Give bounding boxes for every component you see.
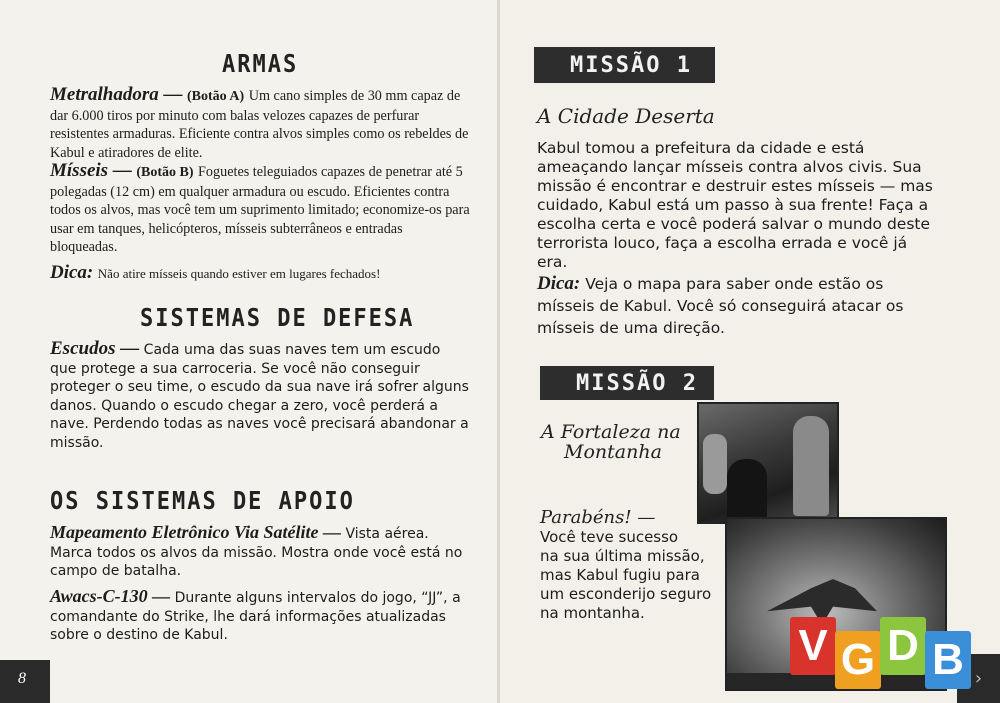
vgdb-watermark-logo [790,617,970,689]
metralhadora-paragraph [50,86,470,162]
dica-term: Dica: [50,262,94,283]
missao-2-text-line: mas Kabul fugiu para [540,566,700,584]
watermark-letter: V [790,617,836,675]
missao-2-text-line: Você teve sucesso [540,528,679,546]
parabens-label: Parabéns! — [540,507,656,528]
apoio-heading: OS SISTEMAS DE APOIO [50,487,355,516]
escudos-paragraph [50,340,470,452]
watermark-letter: G [835,631,881,689]
left-page [0,0,498,703]
missao-2-title-line-2: Montanha [564,441,662,463]
page-number: 8 [18,670,26,687]
defesa-heading: SISTEMAS DE DEFESA [140,304,415,333]
misseis-text: Foguetes teleguiados capazes de penetrar até 5 polegadas (12 cm) em qualquer armadura ou escudo. Eficientes contra todos os alvos, mas você tem um suprimento limitado; economize-os para usar em tanques, helicópteros, mísseis subterrâneos e entradas bloqueadas. [50,164,470,255]
botao-a-label: (Botão A) [187,89,245,104]
awacs-paragraph [50,587,470,645]
misseis-paragraph [50,162,470,257]
next-page-arrow: › [957,654,1000,703]
botao-b-label: (Botão B) [136,165,194,180]
missao-1-dica-term: Dica: [537,273,581,294]
missao-2-text [540,528,711,623]
missao-2-title-line-1: A Fortaleza na [541,421,681,443]
missao-1-dica [537,273,937,339]
mission-2-photo-characters [697,402,839,524]
awacs-term: Awacs-C-130 — [50,586,171,606]
photo-figure [793,416,829,516]
escudos-text: Cada uma das suas naves tem um escudo que protege a sua carroceria. Se você não conseguir proteger o seu time, o escudo da sua nave irá sofrer alguns danos. Quando o escudo chegar a zero, você perderá a nave. Perdendo todas as naves você precisará abandonar a missão. [50,342,469,451]
mapeamento-text: Vista aérea. Marca todos os alvos da missão. Mostra onde você está no campo de batalha. [50,526,463,579]
photo-figure [727,459,767,524]
missao-2-text-line: um esconderijo seguro [540,585,712,603]
awacs-text: Durante alguns intervalos do jogo, “JJ”, a comandante do Strike, lhe dará informações atualizadas sobre o destino de Kabul. [50,590,461,643]
missao-2-text-line: na montanha. [540,604,645,622]
photo-figure [703,434,727,494]
watermark-letter: D [880,617,926,675]
watermark-letter: B [925,631,971,689]
armas-heading: ARMAS [222,50,299,79]
missao-1-text: Kabul tomou a prefeitura da cidade e está ameaçando lançar mísseis contra alvos civis. Sua missão é encontrar e destruir estes mísseis — mas cuidado, Kabul está um passo à sua frente! Faça a escolha certa e você poderá salvar o mundo deste terrorista louco, faça a escolha errada e você já era. [537,139,933,271]
mapeamento-term: Mapeamento Eletrônico Via Satélite — [50,522,342,542]
escudos-term: Escudos — [50,338,140,359]
missao-1-dica-text: Veja o mapa para saber onde estão os mísseis de Kabul. Você só conseguirá atacar os mísseis de uma direção. [537,275,904,337]
missao-1-banner: MISSÃO 1 [534,47,715,83]
mapeamento-paragraph [50,523,470,581]
misseis-term: Mísseis — [50,160,132,181]
missao-1-title: A Cidade Deserta [537,104,715,128]
metralhadora-term: Metralhadora — [50,84,183,105]
missao-2-text-line: na sua última missão, [540,547,705,565]
missao-2-banner: MISSÃO 2 [540,366,714,400]
dica-paragraph [50,264,470,284]
metralhadora-text: Um cano simples de 30 mm capaz de dar 6.000 tiros por minuto com balas velozes capazes de perfurar resistentes armaduras. Eficiente contra alvos simples como os rebeldes de Kabul e atiradores de elite. [50,88,469,161]
dica-text: Não atire mísseis quando estiver em lugares fechados! [97,266,381,281]
